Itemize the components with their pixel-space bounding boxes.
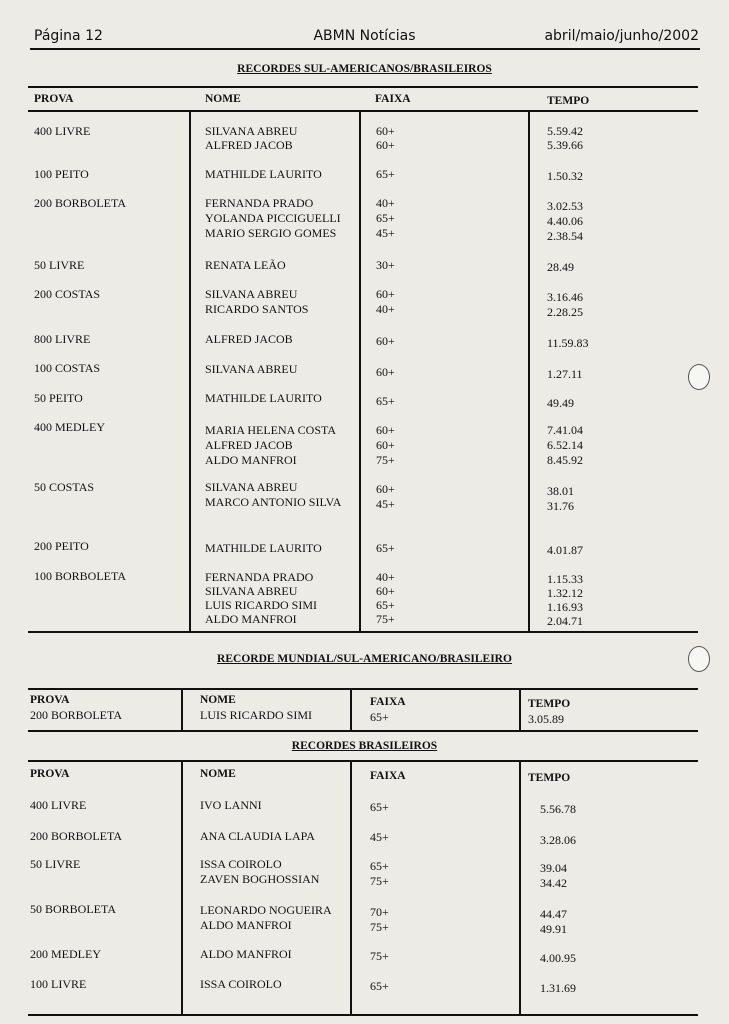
header-rule — [30, 48, 700, 50]
record-name: LEONARDO NOGUEIRA — [200, 903, 332, 917]
col-header-tempo: TEMPO — [528, 772, 571, 784]
record-faixa: 30+ — [376, 258, 395, 272]
record-faixa: 60+ — [376, 138, 395, 152]
record-tempo: 1.27.11 — [547, 367, 583, 381]
table-row-prova: 800 LIVRE — [34, 332, 91, 346]
table-row-prova: 100 LIVRE — [30, 977, 87, 991]
record-faixa: 75+ — [370, 949, 389, 963]
binder-hole — [688, 364, 710, 390]
table1-bottom-rule — [28, 631, 698, 633]
record-tempo: 1.16.93 — [547, 600, 583, 614]
record-faixa: 60+ — [376, 287, 395, 301]
table-row-prova: 400 MEDLEY — [34, 420, 105, 434]
record-tempo: 3.02.53 — [547, 199, 583, 213]
record-name: ALFRED JACOB — [205, 438, 293, 452]
record-faixa: 65+ — [370, 859, 389, 873]
record-tempo: 31.76 — [547, 499, 574, 513]
record-name: MATHILDE LAURITO — [205, 541, 322, 555]
record-tempo: 4.00.95 — [540, 951, 576, 965]
table2-top-rule — [28, 688, 698, 690]
section-title-sul-americanos: RECORDES SUL-AMERICANOS/BRASILEIROS — [237, 63, 492, 75]
col-header-nome: NOME — [200, 768, 236, 780]
record-tempo: 3.28.06 — [540, 833, 576, 847]
record-tempo: 28.49 — [547, 260, 574, 274]
record-name: MARCO ANTONIO SILVA — [205, 495, 342, 509]
record-tempo: 5.59.42 — [547, 124, 583, 138]
table2-col-divider — [181, 688, 183, 730]
publication-name: ABMN Notícias — [313, 28, 416, 44]
record-tempo: 5.39.66 — [547, 138, 583, 152]
record-faixa: 65+ — [376, 394, 395, 408]
record-faixa: 75+ — [376, 453, 395, 467]
record-tempo: 2.38.54 — [547, 229, 583, 243]
col-header-nome: NOME — [205, 93, 241, 105]
table3-col-divider — [350, 760, 352, 1016]
record-faixa: 65+ — [376, 167, 395, 181]
record-tempo: 6.52.14 — [547, 438, 583, 452]
table3-col-divider — [519, 760, 521, 1016]
record-name: ALFRED JACOB — [205, 332, 293, 346]
record-faixa: 65+ — [376, 541, 395, 555]
record-name: RENATA LEÃO — [205, 258, 286, 272]
col-header-faixa: FAIXA — [370, 770, 406, 782]
table-row-prova: 200 BORBOLETA — [34, 196, 127, 210]
table-row-prova: 200 COSTAS — [34, 287, 101, 301]
record-name: ISSA COIROLO — [200, 977, 282, 991]
record-faixa: 65+ — [370, 710, 389, 724]
record-tempo: 11.59.83 — [547, 336, 589, 350]
record-name: LUIS RICARDO SIMI — [200, 708, 313, 722]
record-name: MATHILDE LAURITO — [205, 391, 322, 405]
section-title-brasileiros: RECORDES BRASILEIROS — [291, 740, 438, 752]
record-tempo: 1.31.69 — [540, 981, 576, 995]
record-name: MATHILDE LAURITO — [205, 167, 322, 181]
page-number: Página 12 — [34, 28, 103, 44]
record-tempo: 1.32.12 — [547, 586, 583, 600]
col-header-nome: NOME — [200, 694, 236, 706]
record-tempo: 8.45.92 — [547, 453, 583, 467]
record-name: SILVANA ABREU — [205, 480, 298, 494]
table-row-prova: 50 LIVRE — [34, 258, 85, 272]
record-name: YOLANDA PICCIGUELLI — [205, 211, 341, 225]
record-name: LUIS RICARDO SIMI — [205, 598, 318, 612]
col-header-tempo: TEMPO — [547, 95, 590, 107]
table-row-prova: 50 COSTAS — [34, 480, 95, 494]
table-row-prova: 50 PEITO — [34, 391, 83, 405]
table-row-prova: 200 PEITO — [34, 539, 89, 553]
table-row-prova: 100 COSTAS — [34, 361, 101, 375]
table2-col-divider — [519, 688, 521, 730]
col-header-prova: PROVA — [30, 768, 70, 780]
record-faixa: 65+ — [376, 211, 395, 225]
col-header-prova: PROVA — [30, 694, 70, 706]
record-tempo: 49.49 — [547, 396, 574, 410]
binder-hole — [688, 646, 710, 672]
record-faixa: 65+ — [376, 598, 395, 612]
col-header-tempo: TEMPO — [528, 698, 571, 710]
col-header-faixa: FAIXA — [375, 93, 411, 105]
record-name: ISSA COIROLO — [200, 857, 282, 871]
record-faixa: 60+ — [376, 438, 395, 452]
record-name: SILVANA ABREU — [205, 287, 298, 301]
record-name: ALDO MANFROI — [205, 612, 297, 626]
record-tempo: 1.50.32 — [547, 169, 583, 183]
record-faixa: 60+ — [376, 334, 395, 348]
record-faixa: 40+ — [376, 570, 395, 584]
record-tempo: 3.16.46 — [547, 290, 583, 304]
record-faixa: 45+ — [376, 497, 395, 511]
table-row-prova: 200 MEDLEY — [30, 947, 101, 961]
record-name: ZAVEN BOGHOSSIAN — [200, 872, 320, 886]
record-faixa: 70+ — [370, 905, 389, 919]
record-faixa: 65+ — [370, 979, 389, 993]
record-tempo: 39.04 — [540, 861, 567, 875]
record-tempo: 5.56.78 — [540, 802, 576, 816]
table-row-prova: 50 BORBOLETA — [30, 902, 117, 916]
table2-col-divider — [350, 688, 352, 730]
table-row-prova: 100 BORBOLETA — [34, 569, 127, 583]
record-faixa: 75+ — [370, 920, 389, 934]
record-faixa: 60+ — [376, 365, 395, 379]
record-tempo: 1.15.33 — [547, 572, 583, 586]
record-name: SILVANA ABREU — [205, 584, 298, 598]
record-name: SILVANA ABREU — [205, 362, 298, 376]
table-row-prova: 400 LIVRE — [30, 798, 87, 812]
table1-col-divider — [189, 110, 191, 632]
record-name: ALDO MANFROI — [200, 947, 292, 961]
record-faixa: 40+ — [376, 302, 395, 316]
col-header-prova: PROVA — [34, 93, 74, 105]
record-tempo: 49.91 — [540, 922, 567, 936]
record-faixa: 60+ — [376, 423, 395, 437]
record-name: MARIO SERGIO GOMES — [205, 226, 337, 240]
record-faixa: 60+ — [376, 584, 395, 598]
record-tempo: 4.01.87 — [547, 543, 583, 557]
record-tempo: 44.47 — [540, 907, 567, 921]
table-row-prova: 50 LIVRE — [30, 857, 81, 871]
record-name: SILVANA ABREU — [205, 124, 298, 138]
table-row-prova: 200 BORBOLETA — [30, 708, 123, 722]
table3-top-rule — [28, 730, 698, 732]
record-name: ALDO MANFROI — [200, 918, 292, 932]
col-header-faixa: FAIXA — [370, 696, 406, 708]
table1-top-rule — [28, 86, 698, 88]
table3-header-top-rule — [28, 760, 698, 762]
table1-header-rule — [28, 110, 698, 112]
record-tempo: 2.04.71 — [547, 614, 583, 628]
record-faixa: 75+ — [370, 874, 389, 888]
record-tempo: 7.41.04 — [547, 423, 583, 437]
table-row-prova: 400 LIVRE — [34, 124, 91, 138]
section-title-mundial: RECORDE MUNDIAL/SUL-AMERICANO/BRASILEIRO — [217, 653, 512, 665]
record-faixa: 45+ — [370, 830, 389, 844]
record-name: ALDO MANFROI — [205, 453, 297, 467]
record-faixa: 45+ — [376, 226, 395, 240]
record-faixa: 60+ — [376, 482, 395, 496]
table-row-prova: 100 PEITO — [34, 167, 89, 181]
record-tempo: 38.01 — [547, 484, 574, 498]
record-tempo: 3.05.89 — [528, 712, 564, 726]
record-name: FERNANDA PRADO — [205, 570, 314, 584]
record-name: IVO LANNI — [200, 798, 262, 812]
record-faixa: 65+ — [370, 800, 389, 814]
record-tempo: 34.42 — [540, 876, 567, 890]
record-name: RICARDO SANTOS — [205, 302, 309, 316]
record-tempo: 2.28.25 — [547, 305, 583, 319]
table3-col-divider — [181, 760, 183, 1016]
record-name: MARIA HELENA COSTA — [205, 423, 337, 437]
record-faixa: 75+ — [376, 612, 395, 626]
table1-col-divider — [528, 110, 530, 632]
issue-date: abril/maio/junho/2002 — [544, 28, 699, 44]
record-name: ALFRED JACOB — [205, 138, 293, 152]
record-faixa: 40+ — [376, 196, 395, 210]
table1-col-divider — [359, 110, 361, 632]
record-name: FERNANDA PRADO — [205, 196, 314, 210]
table-row-prova: 200 BORBOLETA — [30, 829, 123, 843]
record-name: ANA CLAUDIA LAPA — [200, 829, 315, 843]
record-faixa: 60+ — [376, 124, 395, 138]
table3-bottom-rule — [28, 1014, 698, 1016]
record-tempo: 4.40.06 — [547, 214, 583, 228]
